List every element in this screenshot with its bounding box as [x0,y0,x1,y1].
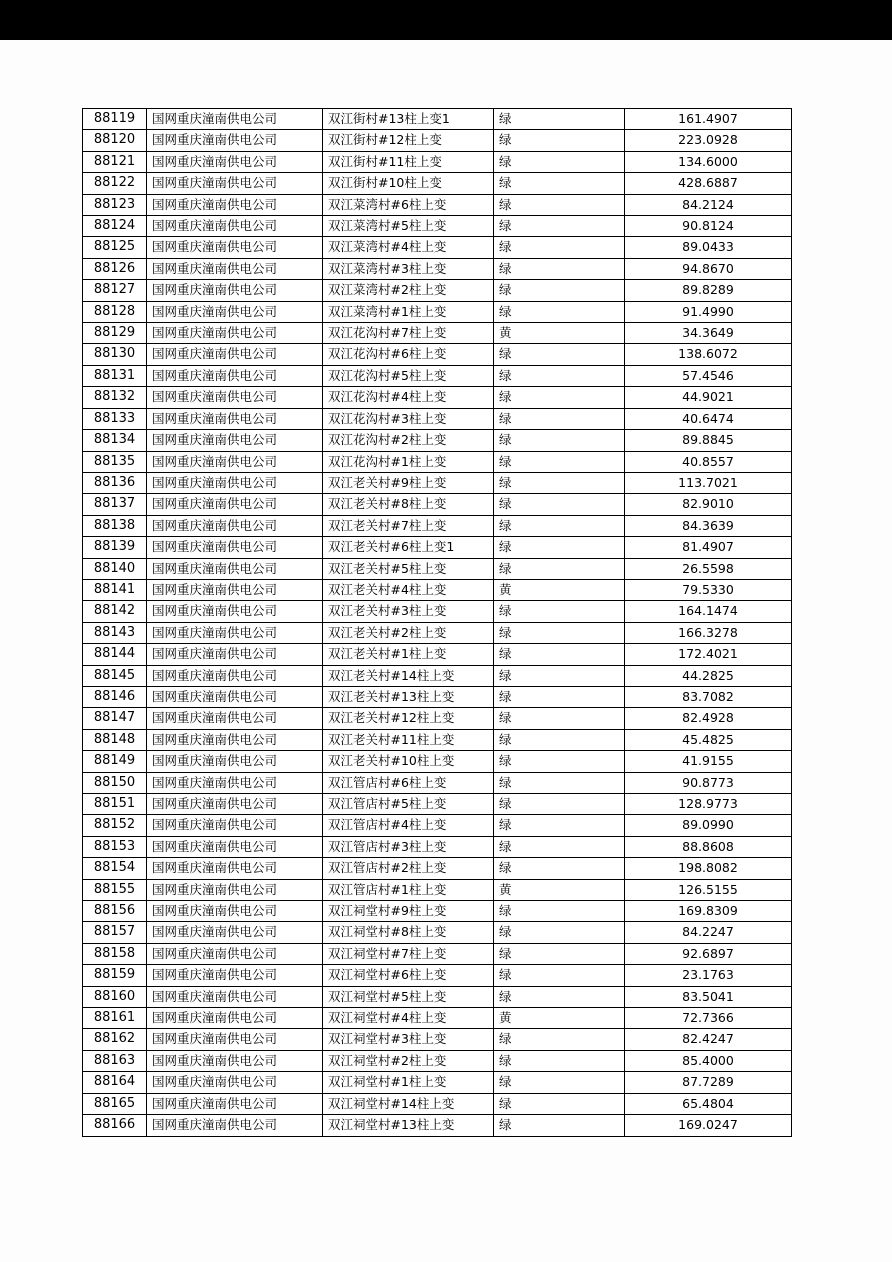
cell-company: 国网重庆潼南供电公司 [147,151,323,172]
table-row [83,644,792,665]
cell-company: 国网重庆潼南供电公司 [147,365,323,386]
cell-status: 绿 [494,173,625,194]
cell-company: 国网重庆潼南供电公司 [147,922,323,943]
cell-id: 88136 [83,472,147,493]
cell-device: 双江老关村#14柱上变 [323,665,494,686]
cell-id: 88132 [83,387,147,408]
cell-company: 国网重庆潼南供电公司 [147,258,323,279]
cell-device: 双江老关村#12柱上变 [323,708,494,729]
cell-device: 双江祠堂村#4柱上变 [323,1008,494,1029]
cell-device: 双江老关村#2柱上变 [323,622,494,643]
table-row [83,751,792,772]
table-row [83,1072,792,1093]
cell-status: 绿 [494,943,625,964]
cell-company: 国网重庆潼南供电公司 [147,1115,323,1136]
cell-value: 81.4907 [625,537,792,558]
cell-value: 82.9010 [625,494,792,515]
cell-value: 82.4928 [625,708,792,729]
cell-id: 88151 [83,794,147,815]
table-row [83,216,792,237]
cell-status: 绿 [494,408,625,429]
cell-device: 双江祠堂村#8柱上变 [323,922,494,943]
table-row [83,323,792,344]
cell-device: 双江老关村#3柱上变 [323,601,494,622]
cell-status: 绿 [494,622,625,643]
cell-device: 双江管店村#5柱上变 [323,794,494,815]
table-row [83,494,792,515]
table-row [83,365,792,386]
cell-device: 双江花沟村#3柱上变 [323,408,494,429]
cell-company: 国网重庆潼南供电公司 [147,686,323,707]
cell-id: 88134 [83,430,147,451]
cell-value: 89.0433 [625,237,792,258]
cell-device: 双江祠堂村#3柱上变 [323,1029,494,1050]
table-row [83,708,792,729]
cell-device: 双江祠堂村#2柱上变 [323,1050,494,1071]
cell-id: 88140 [83,558,147,579]
table-row [83,901,792,922]
table-row [83,1029,792,1050]
cell-value: 164.1474 [625,601,792,622]
cell-company: 国网重庆潼南供电公司 [147,622,323,643]
cell-value: 428.6887 [625,173,792,194]
cell-id: 88149 [83,751,147,772]
cell-id: 88148 [83,729,147,750]
cell-status: 绿 [494,558,625,579]
cell-id: 88139 [83,537,147,558]
cell-device: 双江花沟村#6柱上变 [323,344,494,365]
cell-value: 65.4804 [625,1093,792,1114]
cell-company: 国网重庆潼南供电公司 [147,1050,323,1071]
cell-id: 88154 [83,858,147,879]
cell-value: 198.8082 [625,858,792,879]
table-row [83,836,792,857]
cell-value: 40.8557 [625,451,792,472]
cell-status: 绿 [494,1093,625,1114]
table-row [83,472,792,493]
table-row [83,558,792,579]
cell-device: 双江祠堂村#13柱上变 [323,1115,494,1136]
cell-company: 国网重庆潼南供电公司 [147,301,323,322]
table-row [83,965,792,986]
cell-value: 161.4907 [625,109,792,130]
cell-status: 绿 [494,986,625,1007]
table-row [83,537,792,558]
cell-device: 双江老关村#5柱上变 [323,558,494,579]
cell-id: 88165 [83,1093,147,1114]
cell-device: 双江菜湾村#1柱上变 [323,301,494,322]
cell-id: 88142 [83,601,147,622]
cell-value: 72.7366 [625,1008,792,1029]
cell-value: 223.0928 [625,130,792,151]
cell-value: 84.2247 [625,922,792,943]
cell-value: 134.6000 [625,151,792,172]
cell-company: 国网重庆潼南供电公司 [147,644,323,665]
cell-status: 绿 [494,644,625,665]
cell-status: 绿 [494,836,625,857]
cell-value: 128.9773 [625,794,792,815]
cell-company: 国网重庆潼南供电公司 [147,986,323,1007]
cell-value: 45.4825 [625,729,792,750]
cell-company: 国网重庆潼南供电公司 [147,109,323,130]
cell-id: 88122 [83,173,147,194]
cell-id: 88155 [83,879,147,900]
cell-id: 88125 [83,237,147,258]
cell-value: 169.8309 [625,901,792,922]
cell-status: 绿 [494,301,625,322]
cell-value: 90.8773 [625,772,792,793]
cell-id: 88143 [83,622,147,643]
table-row [83,922,792,943]
cell-device: 双江菜湾村#3柱上变 [323,258,494,279]
cell-value: 87.7289 [625,1072,792,1093]
cell-id: 88128 [83,301,147,322]
cell-status: 绿 [494,772,625,793]
cell-id: 88121 [83,151,147,172]
cell-status: 绿 [494,472,625,493]
cell-device: 双江祠堂村#5柱上变 [323,986,494,1007]
cell-company: 国网重庆潼南供电公司 [147,601,323,622]
cell-status: 绿 [494,858,625,879]
cell-id: 88144 [83,644,147,665]
cell-value: 82.4247 [625,1029,792,1050]
cell-status: 绿 [494,515,625,536]
cell-company: 国网重庆潼南供电公司 [147,665,323,686]
cell-status: 绿 [494,216,625,237]
cell-id: 88123 [83,194,147,215]
cell-value: 26.5598 [625,558,792,579]
cell-company: 国网重庆潼南供电公司 [147,836,323,857]
cell-status: 绿 [494,922,625,943]
cell-company: 国网重庆潼南供电公司 [147,901,323,922]
cell-company: 国网重庆潼南供电公司 [147,494,323,515]
cell-device: 双江老关村#13柱上变 [323,686,494,707]
table-row [83,943,792,964]
cell-id: 88166 [83,1115,147,1136]
cell-status: 绿 [494,751,625,772]
table-row [83,151,792,172]
table-row [83,686,792,707]
cell-company: 国网重庆潼南供电公司 [147,879,323,900]
cell-id: 88131 [83,365,147,386]
cell-device: 双江老关村#10柱上变 [323,751,494,772]
cell-id: 88160 [83,986,147,1007]
cell-company: 国网重庆潼南供电公司 [147,729,323,750]
cell-company: 国网重庆潼南供电公司 [147,515,323,536]
cell-value: 44.2825 [625,665,792,686]
table-row [83,109,792,130]
table-row [83,622,792,643]
table-row [83,387,792,408]
cell-device: 双江花沟村#1柱上变 [323,451,494,472]
cell-status: 绿 [494,665,625,686]
cell-device: 双江老关村#9柱上变 [323,472,494,493]
cell-id: 88124 [83,216,147,237]
cell-id: 88126 [83,258,147,279]
table-row [83,729,792,750]
cell-status: 绿 [494,430,625,451]
table-row [83,815,792,836]
cell-device: 双江祠堂村#14柱上变 [323,1093,494,1114]
cell-id: 88120 [83,130,147,151]
cell-device: 双江街村#10柱上变 [323,173,494,194]
cell-value: 85.4000 [625,1050,792,1071]
cell-id: 88157 [83,922,147,943]
cell-value: 83.7082 [625,686,792,707]
cell-value: 79.5330 [625,579,792,600]
cell-value: 169.0247 [625,1115,792,1136]
cell-status: 绿 [494,794,625,815]
cell-value: 40.6474 [625,408,792,429]
cell-company: 国网重庆潼南供电公司 [147,323,323,344]
table-row [83,1050,792,1071]
cell-status: 绿 [494,258,625,279]
cell-id: 88159 [83,965,147,986]
cell-value: 41.9155 [625,751,792,772]
cell-value: 34.3649 [625,323,792,344]
cell-device: 双江祠堂村#6柱上变 [323,965,494,986]
cell-value: 91.4990 [625,301,792,322]
cell-status: 黄 [494,879,625,900]
cell-status: 绿 [494,237,625,258]
cell-id: 88138 [83,515,147,536]
table-row [83,601,792,622]
table-row [83,1115,792,1136]
table-row [83,515,792,536]
cell-value: 83.5041 [625,986,792,1007]
cell-value: 84.2124 [625,194,792,215]
cell-status: 绿 [494,451,625,472]
cell-company: 国网重庆潼南供电公司 [147,579,323,600]
cell-id: 88135 [83,451,147,472]
table-row [83,194,792,215]
cell-company: 国网重庆潼南供电公司 [147,430,323,451]
cell-device: 双江花沟村#4柱上变 [323,387,494,408]
cell-id: 88153 [83,836,147,857]
cell-device: 双江街村#11柱上变 [323,151,494,172]
cell-id: 88133 [83,408,147,429]
cell-device: 双江管店村#2柱上变 [323,858,494,879]
cell-status: 绿 [494,344,625,365]
cell-company: 国网重庆潼南供电公司 [147,130,323,151]
table-row [83,1093,792,1114]
cell-device: 双江街村#13柱上变1 [323,109,494,130]
cell-device: 双江祠堂村#9柱上变 [323,901,494,922]
cell-company: 国网重庆潼南供电公司 [147,387,323,408]
cell-status: 绿 [494,194,625,215]
cell-company: 国网重庆潼南供电公司 [147,965,323,986]
cell-company: 国网重庆潼南供电公司 [147,537,323,558]
cell-id: 88137 [83,494,147,515]
cell-id: 88162 [83,1029,147,1050]
cell-device: 双江菜湾村#6柱上变 [323,194,494,215]
cell-id: 88127 [83,280,147,301]
cell-device: 双江祠堂村#1柱上变 [323,1072,494,1093]
cell-device: 双江老关村#7柱上变 [323,515,494,536]
cell-company: 国网重庆潼南供电公司 [147,858,323,879]
cell-company: 国网重庆潼南供电公司 [147,280,323,301]
cell-id: 88119 [83,109,147,130]
cell-company: 国网重庆潼南供电公司 [147,772,323,793]
cell-id: 88129 [83,323,147,344]
cell-company: 国网重庆潼南供电公司 [147,708,323,729]
cell-status: 绿 [494,1050,625,1071]
cell-id: 88158 [83,943,147,964]
cell-company: 国网重庆潼南供电公司 [147,794,323,815]
cell-device: 双江花沟村#7柱上变 [323,323,494,344]
cell-device: 双江管店村#6柱上变 [323,772,494,793]
cell-value: 44.9021 [625,387,792,408]
cell-status: 黄 [494,579,625,600]
cell-device: 双江管店村#1柱上变 [323,879,494,900]
table-row [83,280,792,301]
table-row [83,986,792,1007]
table-row [83,344,792,365]
cell-status: 绿 [494,387,625,408]
cell-status: 绿 [494,494,625,515]
cell-company: 国网重庆潼南供电公司 [147,451,323,472]
table-row [83,1008,792,1029]
cell-id: 88130 [83,344,147,365]
cell-id: 88147 [83,708,147,729]
cell-id: 88164 [83,1072,147,1093]
table-row [83,665,792,686]
data-table [82,108,792,1137]
cell-company: 国网重庆潼南供电公司 [147,472,323,493]
cell-value: 89.8289 [625,280,792,301]
cell-status: 绿 [494,1072,625,1093]
cell-device: 双江老关村#1柱上变 [323,644,494,665]
cell-value: 89.0990 [625,815,792,836]
cell-id: 88146 [83,686,147,707]
cell-status: 黄 [494,323,625,344]
table-row [83,408,792,429]
cell-id: 88145 [83,665,147,686]
cell-device: 双江花沟村#2柱上变 [323,430,494,451]
cell-status: 绿 [494,1029,625,1050]
table-row [83,258,792,279]
cell-device: 双江菜湾村#2柱上变 [323,280,494,301]
cell-value: 57.4546 [625,365,792,386]
cell-value: 126.5155 [625,879,792,900]
cell-status: 绿 [494,686,625,707]
cell-company: 国网重庆潼南供电公司 [147,216,323,237]
cell-device: 双江老关村#8柱上变 [323,494,494,515]
table-row [83,451,792,472]
table-row [83,858,792,879]
cell-value: 89.8845 [625,430,792,451]
cell-device: 双江菜湾村#5柱上变 [323,216,494,237]
table-row [83,879,792,900]
cell-company: 国网重庆潼南供电公司 [147,344,323,365]
cell-device: 双江菜湾村#4柱上变 [323,237,494,258]
cell-id: 88150 [83,772,147,793]
cell-id: 88152 [83,815,147,836]
cell-status: 绿 [494,365,625,386]
cell-status: 绿 [494,729,625,750]
cell-company: 国网重庆潼南供电公司 [147,194,323,215]
cell-device: 双江老关村#11柱上变 [323,729,494,750]
table-row [83,794,792,815]
cell-company: 国网重庆潼南供电公司 [147,1029,323,1050]
table-row [83,173,792,194]
table-row [83,237,792,258]
cell-status: 绿 [494,815,625,836]
cell-status: 绿 [494,280,625,301]
cell-company: 国网重庆潼南供电公司 [147,558,323,579]
cell-value: 23.1763 [625,965,792,986]
cell-company: 国网重庆潼南供电公司 [147,1072,323,1093]
table-row [83,579,792,600]
cell-company: 国网重庆潼南供电公司 [147,815,323,836]
cell-status: 绿 [494,601,625,622]
cell-id: 88141 [83,579,147,600]
cell-device: 双江老关村#6柱上变1 [323,537,494,558]
cell-device: 双江祠堂村#7柱上变 [323,943,494,964]
cell-value: 172.4021 [625,644,792,665]
cell-status: 绿 [494,965,625,986]
cell-value: 88.8608 [625,836,792,857]
cell-status: 绿 [494,130,625,151]
cell-company: 国网重庆潼南供电公司 [147,408,323,429]
cell-id: 88156 [83,901,147,922]
cell-value: 138.6072 [625,344,792,365]
table-body [83,109,792,1137]
cell-device: 双江管店村#3柱上变 [323,836,494,857]
cell-value: 84.3639 [625,515,792,536]
cell-device: 双江老关村#4柱上变 [323,579,494,600]
cell-id: 88163 [83,1050,147,1071]
cell-status: 绿 [494,151,625,172]
cell-value: 94.8670 [625,258,792,279]
cell-status: 黄 [494,1008,625,1029]
cell-company: 国网重庆潼南供电公司 [147,173,323,194]
top-black-bar [0,0,892,40]
cell-device: 双江花沟村#5柱上变 [323,365,494,386]
cell-device: 双江街村#12柱上变 [323,130,494,151]
cell-company: 国网重庆潼南供电公司 [147,1008,323,1029]
table-row [83,130,792,151]
cell-value: 166.3278 [625,622,792,643]
cell-status: 绿 [494,708,625,729]
cell-id: 88161 [83,1008,147,1029]
cell-status: 绿 [494,537,625,558]
cell-status: 绿 [494,1115,625,1136]
cell-value: 113.7021 [625,472,792,493]
cell-value: 92.6897 [625,943,792,964]
table-row [83,772,792,793]
cell-company: 国网重庆潼南供电公司 [147,1093,323,1114]
table-row [83,430,792,451]
cell-company: 国网重庆潼南供电公司 [147,751,323,772]
cell-company: 国网重庆潼南供电公司 [147,237,323,258]
cell-status: 绿 [494,109,625,130]
cell-value: 90.8124 [625,216,792,237]
cell-company: 国网重庆潼南供电公司 [147,943,323,964]
table-row [83,301,792,322]
cell-status: 绿 [494,901,625,922]
cell-device: 双江管店村#4柱上变 [323,815,494,836]
